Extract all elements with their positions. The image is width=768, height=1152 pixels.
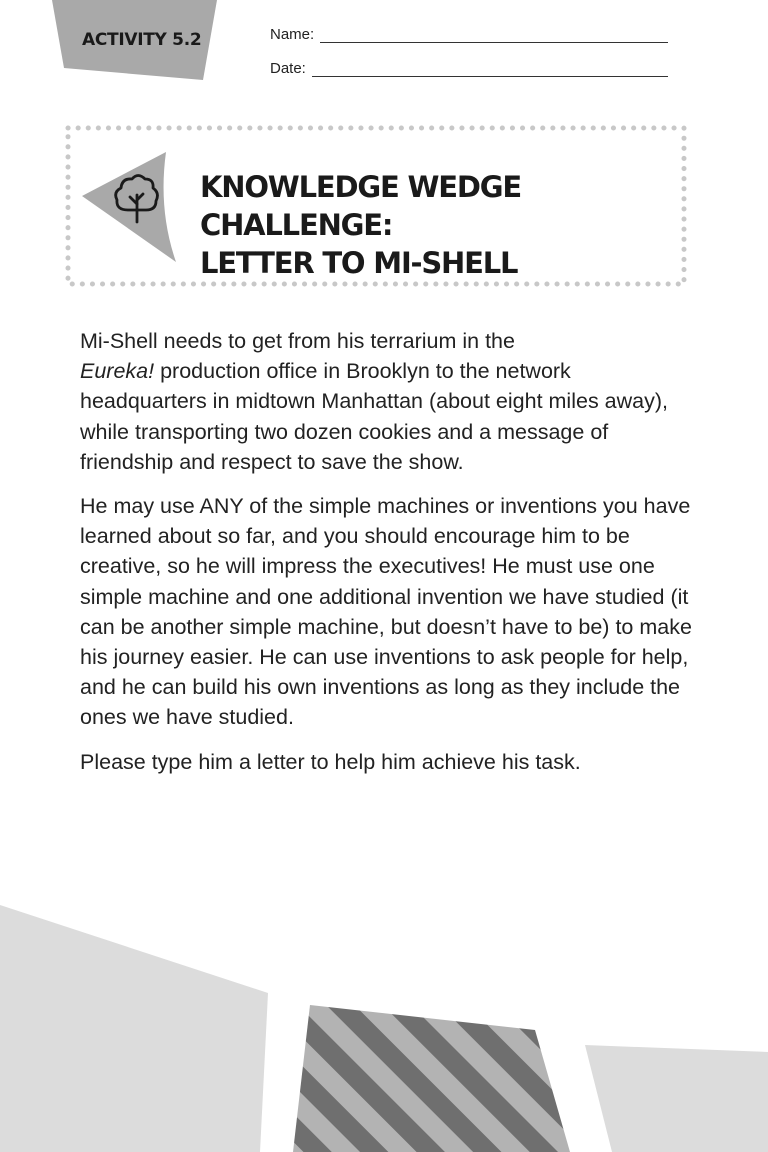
paragraph-3: Please type him a letter to help him achieve his task. [80, 749, 581, 774]
paragraph-2: He may use ANY of the simple machines or inventions you have learned about so far, and you should encourage him to be creative, so he will impress the executives! He must use one simple machine and one additional invention we have studied (it can be another simple machine, but doesn’t have to be) to make his journey easier. He can use inventions to ask people for help, and he can build his own inventions as long as they include the ones we have studied. [80, 494, 692, 730]
activity-label: ACTIVITY 5.2 [82, 30, 202, 50]
striped-shape [293, 1005, 570, 1152]
left-gray-shape [0, 905, 268, 1152]
date-label: Date: [270, 60, 306, 77]
right-gray-shape [585, 1045, 768, 1152]
challenge-title-line1: KNOWLEDGE WEDGE CHALLENGE: [200, 170, 521, 242]
name-label: Name: [270, 26, 315, 43]
show-title: Eureka! [80, 359, 155, 384]
paragraph-1-start: Mi-Shell needs to get from his terrarium in the [80, 329, 515, 353]
challenge-title-line2: LETTER TO MI-SHELL [200, 246, 518, 280]
paragraph-1-end: production office in Brooklyn to the network headquarters in midtown Manhattan (about eight miles away), while transporting two dozen cookies and a message of friendship and respect to save the show. [80, 359, 668, 474]
